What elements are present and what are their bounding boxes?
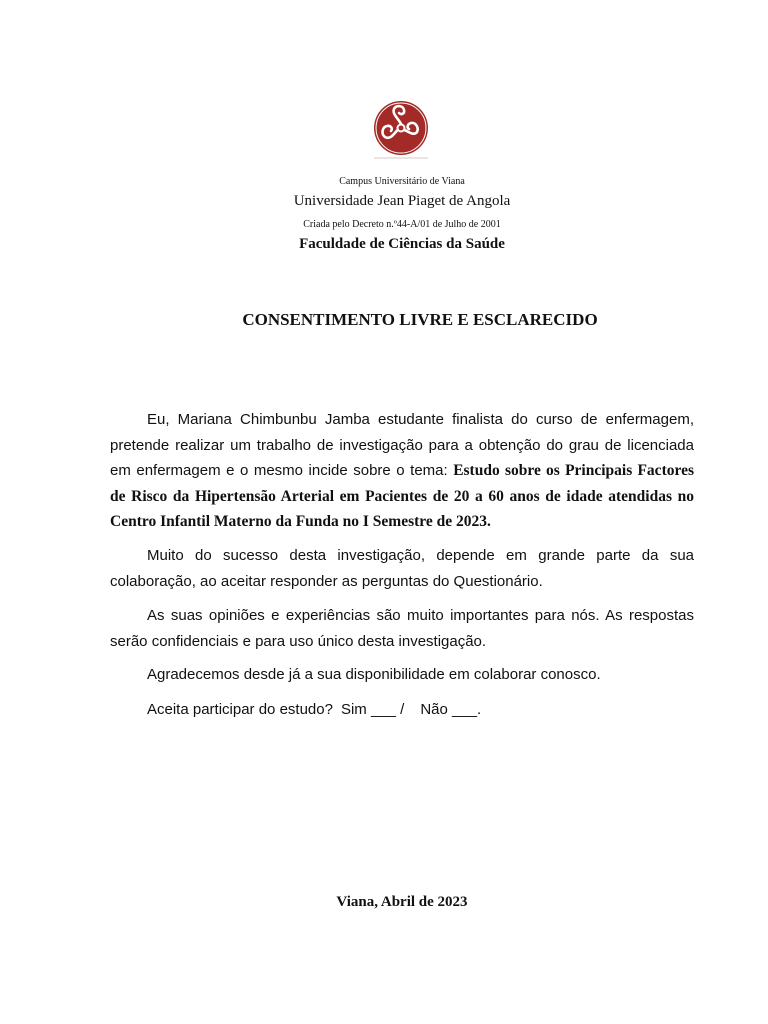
thanks-text: Agradecemos desde já a sua disponibilidade em colaborar conosco. (147, 666, 601, 683)
question-text: Aceita participar do estudo? (147, 701, 333, 718)
collaboration-text: Muito do sucesso desta investigação, depende em grande parte da sua colaboração, ao aceitar responder as perguntas do Questionário. (110, 547, 694, 590)
intro-text: Eu, Mariana Chimbunbu Jamba estudante finalista do curso de enfermagem, pretende realizar um trabalho de investigação para a obtenção do grau de licenciada em enfermagem e o mesmo incide sobre o tema: (110, 411, 694, 479)
triskelion-logo-icon (368, 100, 434, 160)
campus-name: Campus Universitário de Viana (339, 176, 465, 187)
study-theme: Estudo sobre os Principais Factores de Risco da Hipertensão Arterial em Pacientes de 20 a 60 anos de idade atendidas no Centro Infantil Materno da Funda no I Semestre de 2023. (110, 462, 694, 530)
university-name: Universidade Jean Piaget de Angola (293, 193, 511, 209)
no-option[interactable]: Não ___. (420, 701, 482, 718)
paragraph-collaboration (110, 543, 694, 594)
consent-question (110, 697, 694, 723)
paragraph-intro (110, 407, 694, 535)
faculty-name: Faculdade de Ciências da Saúde (299, 236, 505, 252)
paragraph-thanks (110, 662, 694, 688)
creation-decree: Criada pelo Decreto n.º44-A/01 de Julho de 2001 (303, 219, 501, 230)
city-date: Viana, Abril de 2023 (336, 894, 468, 910)
document-title: CONSENTIMENTO LIVRE E ESCLARECIDO (242, 310, 598, 329)
yes-option[interactable]: Sim ___ / (340, 701, 405, 718)
confidentiality-text: As suas opiniões e experiências são muito importantes para nós. As respostas serão confidenciais e para uso único desta investigação. (110, 607, 694, 650)
paragraph-confidentiality (110, 603, 694, 654)
